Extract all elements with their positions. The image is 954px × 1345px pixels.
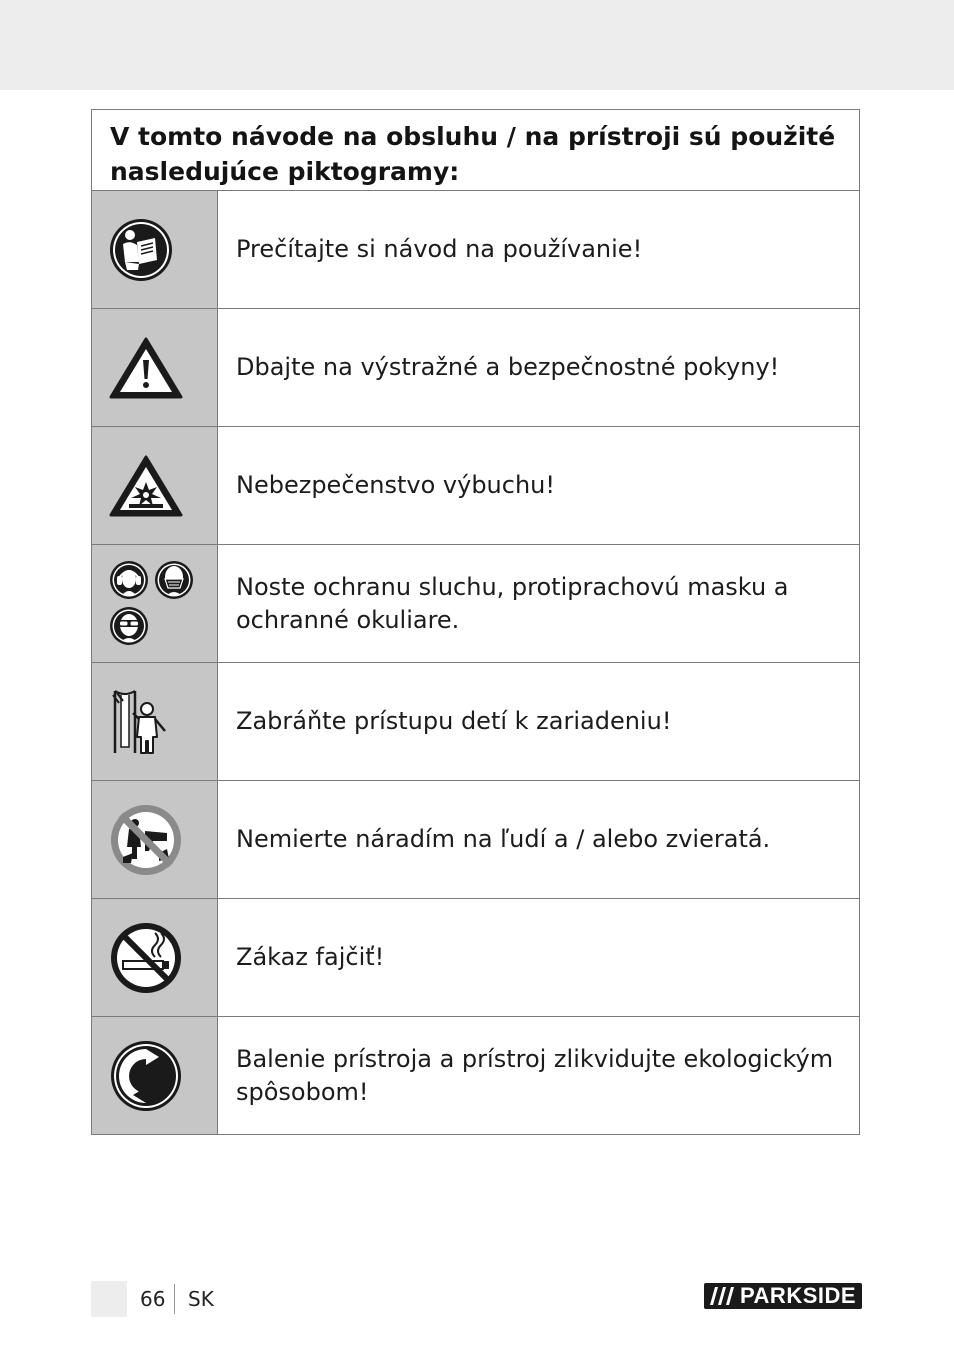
language-code: SK	[188, 1287, 214, 1311]
top-band	[0, 0, 954, 90]
table-row	[92, 1017, 859, 1134]
row-text: Nebezpečenstvo výbuchu!	[236, 471, 556, 499]
row-text: Dbajte na výstražné a bezpečnostné pokyny!	[236, 353, 780, 381]
row-text: Noste ochranu sluchu, protiprachovú masku a ochranné okuliare.	[236, 572, 789, 634]
icon-cell	[92, 1017, 218, 1134]
footer-tab	[91, 1281, 127, 1317]
warning-triangle-icon	[109, 336, 183, 400]
safety-goggles-icon	[109, 606, 149, 646]
row-text: Zabráňte prístupu detí k zariadeniu!	[236, 707, 672, 735]
icon-cell	[92, 781, 218, 898]
page-number: 66	[140, 1287, 166, 1311]
brand-slashes-icon	[704, 1283, 738, 1309]
pictogram-table	[91, 109, 860, 1135]
table-row	[92, 663, 859, 781]
no-aiming-at-people-icon	[109, 803, 183, 877]
icon-cell	[92, 427, 218, 544]
table-row	[92, 427, 859, 545]
icon-cell	[92, 309, 218, 426]
row-text: Balenie prístroja a prístroj zlikvidujte ekologickým spôsobom!	[236, 1044, 834, 1106]
row-text: Zákaz fajčiť!	[236, 943, 385, 971]
explosion-hazard-icon	[109, 454, 183, 518]
icon-cell	[92, 663, 218, 780]
brand-logo	[704, 1283, 862, 1309]
table-row	[92, 781, 859, 899]
hearing-protection-icon	[109, 560, 149, 600]
dust-mask-icon	[154, 560, 194, 600]
no-smoking-icon	[109, 921, 183, 995]
footer-divider	[174, 1284, 175, 1314]
icon-cell	[92, 899, 218, 1016]
row-text: Nemierte náradím na ľudí a / alebo zvieratá.	[236, 825, 771, 853]
table-row	[92, 191, 859, 309]
protective-equipment-icons	[109, 560, 195, 648]
icon-cell	[92, 191, 218, 308]
brand-name: PARKSIDE	[740, 1283, 857, 1308]
table-row	[92, 309, 859, 427]
table-row	[92, 545, 859, 663]
icon-cell	[92, 545, 218, 662]
table-header: V tomto návode na obsluhu / na prístroji sú použité nasledujúce piktogramy:	[92, 110, 859, 191]
recycling-green-dot-icon	[109, 1039, 183, 1113]
keep-children-away-icon	[109, 687, 169, 757]
row-text: Prečítajte si návod na používanie!	[236, 235, 643, 263]
read-manual-icon	[109, 218, 173, 282]
table-row	[92, 899, 859, 1017]
